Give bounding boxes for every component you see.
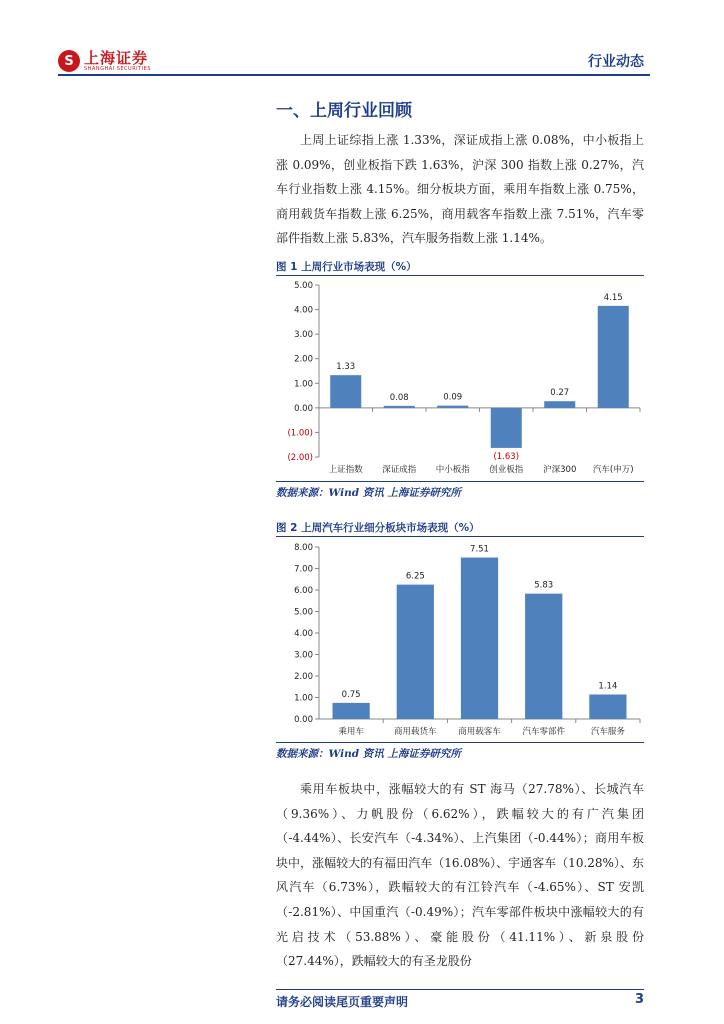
bar — [384, 406, 415, 408]
section-title: 一、上周行业回顾 — [276, 101, 412, 121]
data-label: 5.83 — [534, 580, 554, 591]
bar — [397, 585, 434, 719]
x-tick-label: 汽车(申万) — [592, 465, 634, 475]
bar — [598, 306, 629, 408]
figure-1-caption: 图 1 上周行业市场表现（%） — [276, 261, 417, 273]
figure-2-bottom-rule — [276, 742, 644, 743]
y-tick-label: 4.00 — [294, 305, 313, 316]
y-tick-label: 7.00 — [294, 564, 313, 575]
x-tick-label: 创业板指 — [489, 465, 524, 475]
bar — [589, 694, 626, 719]
figure-2-top-rule — [276, 536, 644, 537]
data-label: (1.63) — [493, 451, 520, 462]
bar — [332, 703, 369, 719]
x-tick-label: 中小板指 — [435, 465, 470, 475]
data-label: 0.08 — [389, 392, 409, 403]
data-label: 0.27 — [550, 388, 570, 399]
footer-divider — [276, 989, 644, 990]
page-header — [0, 0, 724, 80]
x-tick-label: 汽车服务 — [590, 727, 625, 737]
header-divider — [58, 74, 650, 76]
x-tick-label: 乘用车 — [338, 727, 364, 737]
data-label: 1.33 — [336, 362, 356, 373]
footer-disclaimer: 请务必阅读尾页重要声明 — [276, 995, 409, 1009]
data-label: 0.09 — [443, 392, 463, 403]
data-label: 7.51 — [470, 544, 489, 555]
y-tick-label: (2.00) — [287, 453, 313, 463]
y-tick-label: 3.00 — [294, 650, 313, 661]
logo-icon: S — [58, 50, 80, 72]
figure-1-chart — [276, 277, 644, 479]
figure-2-source: 数据来源：Wind 资讯 上海证券研究所 — [276, 748, 461, 760]
y-tick-label: 2.00 — [294, 672, 313, 682]
y-tick-label: 5.00 — [294, 281, 313, 291]
x-tick-label: 商用载客车 — [458, 727, 501, 737]
logo-english: SHANGHAI SECURITIES — [84, 65, 152, 72]
bar — [491, 408, 522, 448]
paragraph-stock-movers: 乘用车板块中，涨幅较大的有 ST 海马（27.78%）、长城汽车（9.36%）、力帆股份（6.62%），跌幅较大的有广汽集团（-4.44%）、长安汽车（-4.34%）、上汽集团（-0.44%）；商用车板块中，涨幅较大的有福田汽车（16.08%）、宇通客车（10.28%）、东风汽车（6.73%），跌幅较大的有江铃汽车（-4.65%）、ST 安凯（-2.81%）、中国重汽（-0.49%）；汽车零部件板块中涨幅较大的有光启技术（53.88%）、豪能股份（41.11%）、新泉股份（27.44%），跌幅较大的有圣龙股份 — [276, 782, 644, 969]
bar — [437, 406, 468, 408]
y-tick-label: 6.00 — [294, 586, 313, 596]
x-tick-label: 沪深300 — [543, 465, 577, 475]
y-tick-label: 0.00 — [294, 403, 313, 414]
bar — [544, 401, 575, 408]
figure-1-top-rule — [276, 275, 644, 276]
data-label: 0.75 — [341, 689, 361, 700]
data-label: 6.25 — [405, 571, 425, 582]
bar — [330, 375, 361, 408]
y-tick-label: 1.00 — [294, 379, 313, 390]
y-tick-label: 2.00 — [294, 354, 313, 365]
x-tick-label: 汽车零部件 — [522, 727, 565, 737]
data-label: 1.14 — [598, 681, 618, 692]
company-logo — [58, 50, 151, 72]
y-tick-label: (1.00) — [287, 428, 313, 439]
x-tick-label: 深证成指 — [382, 465, 417, 475]
bar — [461, 558, 498, 719]
paragraph-market-review: 上周上证综指上涨 1.33%，深证成指上涨 0.08%，中小板指上涨 0.09%，创业板指下跌 1.63%，沪深 300 指数上涨 0.27%，汽车行业指数上涨 4.15%。细分板块方面，乘用车指数上涨 0.75%，商用载货车指数上涨 6.25%，商用载客车指数上涨 7.51%，汽车零部件指数上涨 5.83%，汽车服务指数上涨 1.14%。 — [276, 133, 644, 246]
data-label: 4.15 — [603, 292, 623, 303]
y-tick-label: 3.00 — [294, 330, 313, 341]
bar — [525, 594, 562, 719]
figure-2-caption: 图 2 上周汽车行业细分板块市场表现（%） — [276, 522, 480, 534]
x-tick-label: 上证指数 — [328, 465, 363, 475]
figure-1-source: 数据来源：Wind 资讯 上海证券研究所 — [276, 487, 461, 499]
page-number: 3 — [634, 992, 644, 1007]
y-tick-label: 1.00 — [294, 693, 313, 704]
y-tick-label: 8.00 — [294, 543, 313, 553]
y-tick-label: 0.00 — [294, 715, 313, 725]
x-tick-label: 商用载货车 — [394, 727, 437, 737]
figure-2-chart — [276, 538, 644, 740]
y-tick-label: 5.00 — [294, 607, 313, 618]
logo-name: 上海证券 — [84, 48, 149, 67]
figure-1-bottom-rule — [276, 481, 644, 482]
y-tick-label: 4.00 — [294, 629, 313, 639]
header-title: 行业动态 — [588, 54, 644, 70]
